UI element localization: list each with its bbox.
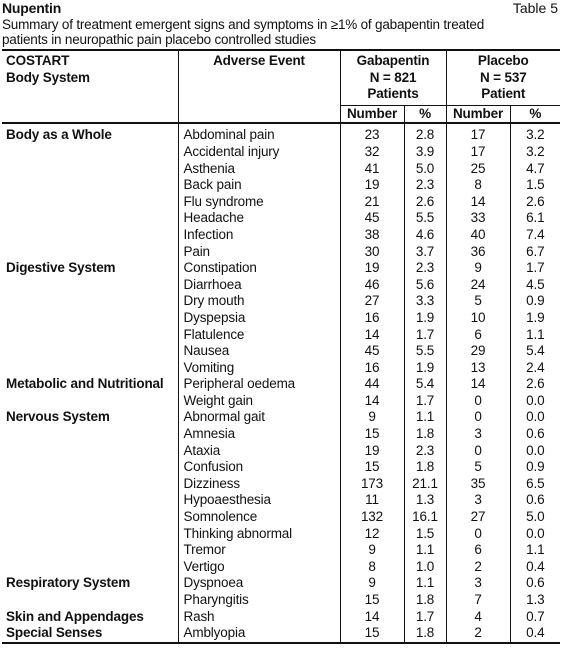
header-placebo-n: N = 537 <box>479 69 527 85</box>
cell-placebo-number: 13 <box>446 360 510 377</box>
cell-adverse-event: Confusion <box>178 459 340 476</box>
table-row <box>2 310 560 327</box>
table-body <box>2 123 560 642</box>
cell-adverse-event: Pain <box>178 244 340 261</box>
cell-gaba-number: 19 <box>340 260 404 277</box>
cell-body-system: Skin and Appendages <box>6 608 144 624</box>
cell-gaba-percent: 5.6 <box>404 277 446 294</box>
cell-placebo-number: 5 <box>446 459 510 476</box>
header-placebo-label: Placebo <box>477 53 529 68</box>
cell-gaba-percent: 5.5 <box>404 343 446 360</box>
cell-gaba-number: 30 <box>340 244 404 261</box>
cell-gaba-percent: 1.7 <box>404 327 446 344</box>
header-body-system <box>2 50 178 123</box>
table-row <box>2 592 560 609</box>
cell-placebo-percent: 2.4 <box>510 360 560 377</box>
cell-adverse-event: Weight gain <box>178 393 340 410</box>
cell-placebo-percent: 6.7 <box>510 244 560 261</box>
table-row <box>2 426 560 443</box>
cell-gaba-number: 19 <box>340 177 404 194</box>
cell-placebo-number: 14 <box>446 194 510 211</box>
cell-placebo-percent: 1.1 <box>510 542 560 559</box>
cell-gaba-number: 14 <box>340 393 404 410</box>
table-caption <box>2 17 560 47</box>
cell-placebo-number: 3 <box>446 492 510 509</box>
cell-adverse-event: Abnormal gait <box>178 409 340 426</box>
cell-placebo-number: 29 <box>446 343 510 360</box>
cell-placebo-number: 17 <box>446 144 510 161</box>
cell-placebo-percent: 0.4 <box>510 625 560 643</box>
cell-gaba-percent: 2.3 <box>404 260 446 277</box>
cell-body-system: Digestive System <box>6 260 116 276</box>
cell-body-system <box>2 443 178 460</box>
cell-placebo-percent: 2.6 <box>510 376 560 393</box>
header-placebo-number: Number <box>446 105 510 123</box>
header-row-top <box>2 50 560 105</box>
cell-placebo-percent: 1.3 <box>510 592 560 609</box>
table-row <box>2 526 560 543</box>
cell-body-system <box>2 559 178 576</box>
cell-placebo-number: 0 <box>446 409 510 426</box>
table-row <box>2 393 560 410</box>
cell-placebo-number: 6 <box>446 542 510 559</box>
table-row <box>2 376 560 393</box>
cell-placebo-number: 3 <box>446 426 510 443</box>
cell-gaba-number: 15 <box>340 592 404 609</box>
cell-placebo-number: 36 <box>446 244 510 261</box>
header-body-system-label: Body System <box>6 69 90 85</box>
header-gabapentin-label: Gabapentin <box>356 53 430 68</box>
table-row <box>2 293 560 310</box>
cell-adverse-event: Hypoaesthesia <box>178 492 340 509</box>
cell-gaba-percent: 1.9 <box>404 310 446 327</box>
cell-placebo-percent: 0.9 <box>510 459 560 476</box>
cell-adverse-event: Rash <box>178 609 340 626</box>
table-row <box>2 609 560 626</box>
table-row <box>2 509 560 526</box>
cell-adverse-event: Constipation <box>178 260 340 277</box>
table-row <box>2 194 560 211</box>
cell-gaba-percent: 2.6 <box>404 194 446 211</box>
cell-body-system <box>2 542 178 559</box>
cell-gaba-percent: 1.1 <box>404 409 446 426</box>
cell-adverse-event: Amnesia <box>178 426 340 443</box>
cell-body-system <box>2 310 178 327</box>
cell-body-system <box>2 492 178 509</box>
cell-gaba-percent: 1.8 <box>404 426 446 443</box>
cell-gaba-number: 9 <box>340 409 404 426</box>
cell-placebo-percent: 0.0 <box>510 526 560 543</box>
cell-adverse-event: Flatulence <box>178 327 340 344</box>
cell-adverse-event: Nausea <box>178 343 340 360</box>
table-row <box>2 360 560 377</box>
table-row <box>2 123 560 144</box>
cell-placebo-percent: 4.5 <box>510 277 560 294</box>
table-header <box>2 50 560 123</box>
cell-gaba-number: 15 <box>340 625 404 643</box>
cell-gaba-number: 44 <box>340 376 404 393</box>
cell-adverse-event: Diarrhoea <box>178 277 340 294</box>
header-placebo <box>446 50 560 105</box>
cell-placebo-percent: 1.7 <box>510 260 560 277</box>
cell-adverse-event: Dry mouth <box>178 293 340 310</box>
cell-body-system <box>2 210 178 227</box>
cell-gaba-percent: 1.8 <box>404 459 446 476</box>
table-row <box>2 161 560 178</box>
cell-placebo-percent: 6.5 <box>510 476 560 493</box>
table-row <box>2 625 560 643</box>
cell-placebo-number: 0 <box>446 443 510 460</box>
table-row <box>2 559 560 576</box>
cell-adverse-event: Vomiting <box>178 360 340 377</box>
cell-placebo-number: 0 <box>446 393 510 410</box>
table-label: Table 5 <box>512 0 558 16</box>
table-row <box>2 443 560 460</box>
cell-gaba-number: 15 <box>340 426 404 443</box>
cell-body-system <box>2 144 178 161</box>
cell-placebo-percent: 6.1 <box>510 210 560 227</box>
cell-gaba-percent: 1.9 <box>404 360 446 377</box>
cell-body-system <box>2 161 178 178</box>
cell-adverse-event: Dyspepsia <box>178 310 340 327</box>
cell-adverse-event: Somnolence <box>178 509 340 526</box>
table-row <box>2 343 560 360</box>
cell-adverse-event: Headache <box>178 210 340 227</box>
caption-line-2: patients in neuropathic pain placebo controlled studies <box>2 32 316 47</box>
cell-adverse-event: Accidental injury <box>178 144 340 161</box>
cell-placebo-number: 4 <box>446 609 510 626</box>
cell-gaba-number: 27 <box>340 293 404 310</box>
cell-placebo-number: 10 <box>446 310 510 327</box>
header-adverse-event-label: Adverse Event <box>213 53 305 68</box>
cell-placebo-number: 14 <box>446 376 510 393</box>
cell-gaba-number: 21 <box>340 194 404 211</box>
cell-gaba-percent: 1.5 <box>404 526 446 543</box>
cell-body-system <box>2 177 178 194</box>
cell-placebo-percent: 0.6 <box>510 426 560 443</box>
cell-gaba-percent: 2.3 <box>404 177 446 194</box>
cell-adverse-event: Flu syndrome <box>178 194 340 211</box>
cell-adverse-event: Dizziness <box>178 476 340 493</box>
cell-gaba-number: 173 <box>340 476 404 493</box>
cell-placebo-percent: 2.6 <box>510 194 560 211</box>
cell-placebo-percent: 0.0 <box>510 393 560 410</box>
cell-body-system: Respiratory System <box>6 575 131 591</box>
cell-body-system <box>2 343 178 360</box>
cell-gaba-number: 14 <box>340 609 404 626</box>
cell-placebo-percent: 0.0 <box>510 443 560 460</box>
adverse-events-table <box>2 49 560 644</box>
cell-placebo-number: 27 <box>446 509 510 526</box>
cell-gaba-percent: 1.3 <box>404 492 446 509</box>
cell-placebo-percent: 0.6 <box>510 575 560 592</box>
table-row <box>2 144 560 161</box>
cell-gaba-number: 8 <box>340 559 404 576</box>
table-row <box>2 542 560 559</box>
cell-placebo-percent: 1.9 <box>510 310 560 327</box>
cell-body-system <box>2 459 178 476</box>
cell-placebo-percent: 3.2 <box>510 144 560 161</box>
cell-body-system <box>2 227 178 244</box>
cell-gaba-number: 16 <box>340 310 404 327</box>
cell-body-system: Special Senses <box>2 625 178 643</box>
table-row <box>2 476 560 493</box>
cell-gaba-percent: 5.0 <box>404 161 446 178</box>
cell-placebo-percent: 0.9 <box>510 293 560 310</box>
cell-body-system <box>2 509 178 526</box>
cell-gaba-number: 9 <box>340 542 404 559</box>
cell-body-system <box>2 592 178 609</box>
cell-gaba-percent: 21.1 <box>404 476 446 493</box>
table-row <box>2 409 560 426</box>
cell-gaba-number: 41 <box>340 161 404 178</box>
cell-placebo-number: 0 <box>446 526 510 543</box>
cell-gaba-percent: 3.9 <box>404 144 446 161</box>
header-gaba-percent: % <box>404 105 446 123</box>
cell-placebo-percent: 5.0 <box>510 509 560 526</box>
cell-placebo-percent: 5.4 <box>510 343 560 360</box>
cell-placebo-number: 25 <box>446 161 510 178</box>
cell-gaba-number: 46 <box>340 277 404 294</box>
cell-body-system <box>2 393 178 410</box>
header-gabapentin-n: N = 821 <box>369 69 417 85</box>
cell-adverse-event: Infection <box>178 227 340 244</box>
cell-gaba-percent: 1.7 <box>404 609 446 626</box>
cell-body-system: Nervous System <box>6 409 110 425</box>
cell-adverse-event: Abdominal pain <box>178 123 340 144</box>
cell-adverse-event: Pharyngitis <box>178 592 340 609</box>
cell-placebo-percent: 3.2 <box>510 123 560 144</box>
cell-body-system <box>2 293 178 310</box>
drug-title: Nupentin <box>2 0 62 16</box>
title-row <box>2 0 560 17</box>
cell-placebo-percent: 4.7 <box>510 161 560 178</box>
cell-body-system: Body as a Whole <box>6 127 112 143</box>
cell-placebo-number: 33 <box>446 210 510 227</box>
header-gabapentin-patients: Patients <box>367 86 419 102</box>
cell-placebo-number: 8 <box>446 177 510 194</box>
cell-placebo-number: 6 <box>446 327 510 344</box>
header-adverse-event <box>178 50 340 123</box>
cell-gaba-percent: 5.5 <box>404 210 446 227</box>
cell-placebo-percent: 1.1 <box>510 327 560 344</box>
cell-gaba-number: 45 <box>340 343 404 360</box>
header-gaba-number: Number <box>340 105 404 123</box>
cell-gaba-percent: 4.6 <box>404 227 446 244</box>
cell-gaba-percent: 2.8 <box>404 123 446 144</box>
cell-adverse-event: Vertigo <box>178 559 340 576</box>
cell-gaba-percent: 1.0 <box>404 559 446 576</box>
cell-gaba-percent: 1.8 <box>404 625 446 643</box>
cell-placebo-number: 2 <box>446 625 510 643</box>
header-costart: COSTART <box>6 53 70 68</box>
cell-gaba-percent: 5.4 <box>404 376 446 393</box>
table-row <box>2 177 560 194</box>
cell-gaba-percent: 2.3 <box>404 443 446 460</box>
cell-body-system <box>2 277 178 294</box>
cell-placebo-number: 40 <box>446 227 510 244</box>
cell-placebo-percent: 1.5 <box>510 177 560 194</box>
table-row <box>2 260 560 277</box>
cell-body-system <box>2 244 178 261</box>
cell-body-system: Metabolic and Nutritional <box>6 376 164 392</box>
cell-gaba-percent: 16.1 <box>404 509 446 526</box>
cell-gaba-number: 19 <box>340 443 404 460</box>
cell-gaba-percent: 3.7 <box>404 244 446 261</box>
header-placebo-patients: Patient <box>481 86 526 102</box>
cell-body-system <box>2 426 178 443</box>
cell-placebo-percent: 0.4 <box>510 559 560 576</box>
cell-gaba-number: 132 <box>340 509 404 526</box>
cell-placebo-percent: 0.7 <box>510 609 560 626</box>
cell-gaba-number: 15 <box>340 459 404 476</box>
cell-gaba-percent: 1.7 <box>404 393 446 410</box>
table-row <box>2 210 560 227</box>
cell-gaba-number: 16 <box>340 360 404 377</box>
caption-line-1: Summary of treatment emergent signs and symptoms in ≥1% of gabapentin treated <box>2 17 485 32</box>
cell-adverse-event: Dyspnoea <box>178 575 340 592</box>
cell-body-system <box>2 476 178 493</box>
cell-body-system <box>2 194 178 211</box>
cell-adverse-event: Tremor <box>178 542 340 559</box>
cell-adverse-event: Peripheral oedema <box>178 376 340 393</box>
cell-gaba-percent: 1.8 <box>404 592 446 609</box>
cell-adverse-event: Ataxia <box>178 443 340 460</box>
cell-body-system <box>2 327 178 344</box>
table-row <box>2 575 560 592</box>
cell-body-system <box>2 526 178 543</box>
cell-placebo-percent: 7.4 <box>510 227 560 244</box>
table-row <box>2 492 560 509</box>
cell-gaba-number: 32 <box>340 144 404 161</box>
cell-placebo-number: 35 <box>446 476 510 493</box>
cell-gaba-number: 11 <box>340 492 404 509</box>
cell-placebo-percent: 0.6 <box>510 492 560 509</box>
cell-gaba-number: 14 <box>340 327 404 344</box>
table-row <box>2 244 560 261</box>
cell-placebo-number: 7 <box>446 592 510 609</box>
cell-placebo-number: 2 <box>446 559 510 576</box>
cell-gaba-percent: 3.3 <box>404 293 446 310</box>
cell-adverse-event: Thinking abnormal <box>178 526 340 543</box>
cell-gaba-number: 45 <box>340 210 404 227</box>
header-placebo-percent: % <box>510 105 560 123</box>
cell-adverse-event: Back pain <box>178 177 340 194</box>
cell-gaba-number: 38 <box>340 227 404 244</box>
cell-gaba-number: 12 <box>340 526 404 543</box>
cell-body-system <box>2 360 178 377</box>
cell-placebo-number: 5 <box>446 293 510 310</box>
table-row <box>2 277 560 294</box>
cell-gaba-percent: 1.1 <box>404 542 446 559</box>
cell-placebo-number: 3 <box>446 575 510 592</box>
cell-adverse-event: Asthenia <box>178 161 340 178</box>
table-row <box>2 327 560 344</box>
cell-gaba-percent: 1.1 <box>404 575 446 592</box>
cell-adverse-event: Amblyopia <box>178 625 340 643</box>
cell-placebo-number: 24 <box>446 277 510 294</box>
cell-placebo-percent: 0.0 <box>510 409 560 426</box>
cell-placebo-number: 9 <box>446 260 510 277</box>
header-gabapentin <box>340 50 446 105</box>
cell-placebo-number: 17 <box>446 123 510 144</box>
cell-gaba-number: 9 <box>340 575 404 592</box>
table-row <box>2 227 560 244</box>
table-row <box>2 459 560 476</box>
cell-gaba-number: 23 <box>340 123 404 144</box>
